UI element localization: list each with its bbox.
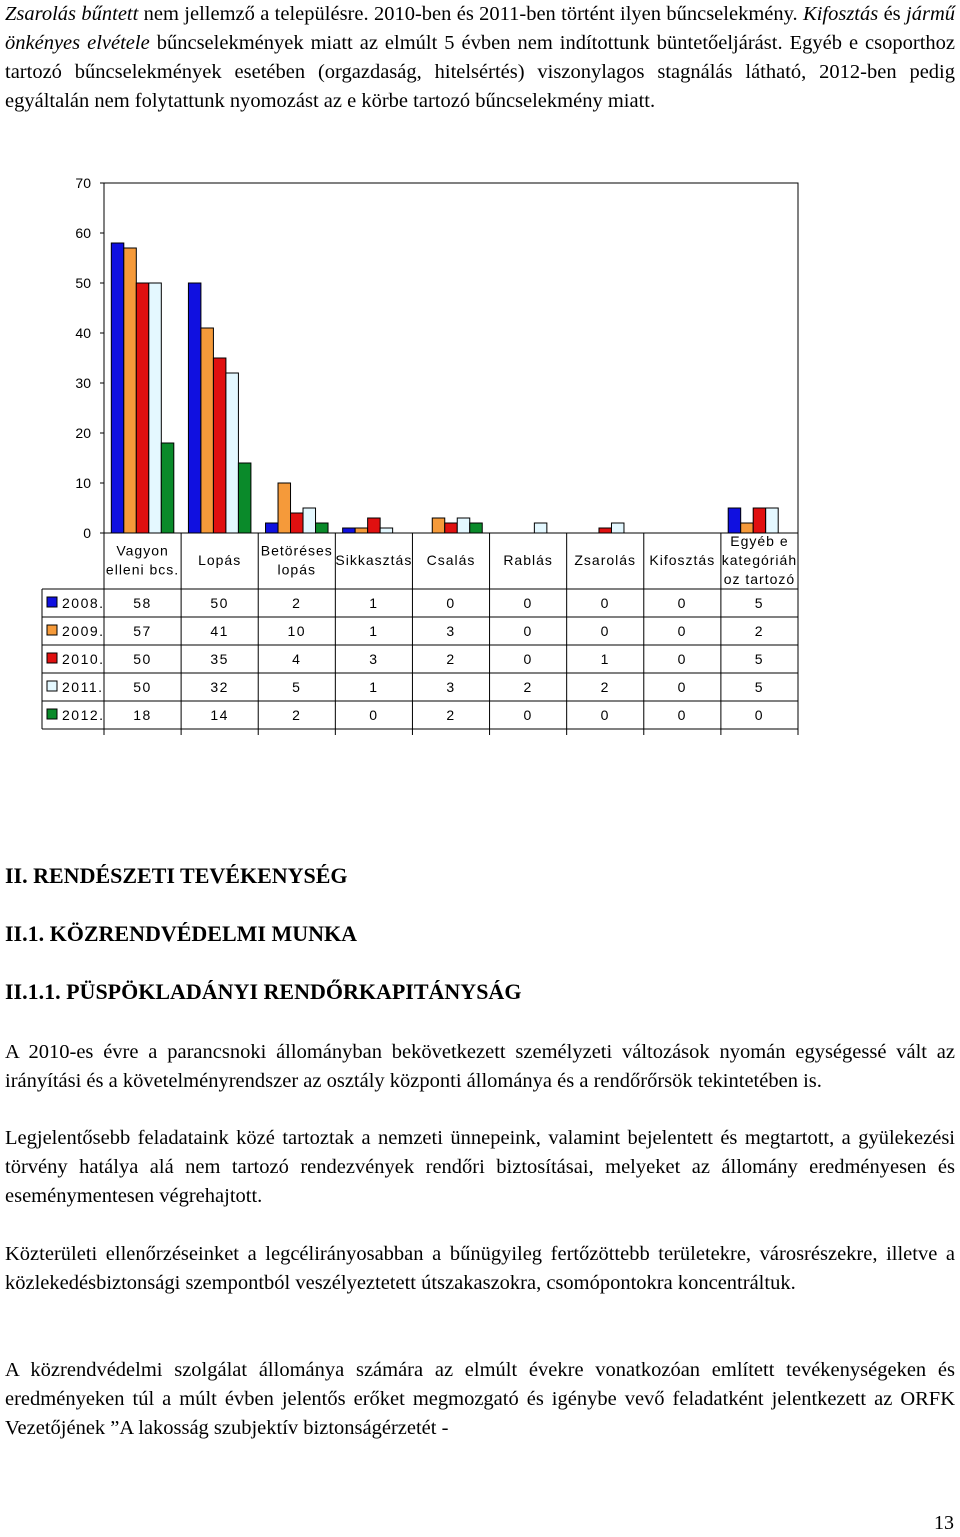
data-label: 2 [523,679,533,695]
bar [149,283,162,533]
category-label: kategóriáh [721,552,798,568]
bar [368,518,381,533]
bar [432,518,445,533]
category-label: Csalás [426,552,476,568]
data-label: 5 [754,595,765,611]
data-label: 58 [133,595,152,611]
intro-paragraph [5,0,955,116]
data-label: 10 [287,623,307,639]
bar [445,523,458,533]
bar [741,523,754,533]
category-label: Vagyon [116,542,169,559]
intro-italic-kifosztas: Kifosztás [803,3,879,25]
data-label: 2 [292,707,302,723]
bar [470,523,483,533]
category-label: elleni bcs. [105,561,180,578]
bar [213,358,226,533]
data-label: 0 [369,707,379,723]
bar [316,523,329,533]
y-tick-label: 30 [75,375,91,391]
heading-kozrendvedelmi: II.1. KÖZRENDVÉDELMI MUNKA [5,921,358,946]
data-label: 2 [446,707,456,723]
bar [201,328,214,533]
body-paragraph-4: A közrendvédelmi szolgálat állománya számára az elmúlt évekre vonatkozóan említett tevékenységeken és eredményeken túl a múlt évben jelentős erőket megmozgató és igénybe vevő feladatként jelentkezett az ORFK Vezetőjének ”A lakosság szubjektív biztonságérzetét - [5,1359,955,1439]
intro-italic-jarmu: jármű önkényes elvétele [5,3,955,54]
category-label: oz tartozó [723,571,796,587]
y-tick-label: 50 [75,275,91,291]
data-label: 0 [523,707,533,723]
bar [534,523,547,533]
data-label: 0 [677,623,687,639]
data-label: 5 [754,651,765,667]
data-label: 2 [754,623,765,639]
bar [457,518,470,533]
data-label: 0 [754,707,765,723]
bar [355,528,368,533]
data-label: 0 [446,595,456,611]
y-tick-label: 70 [75,175,91,191]
data-label: 0 [523,595,533,611]
y-tick-label: 60 [75,225,91,241]
data-label: 14 [210,707,229,723]
data-label: 2 [600,679,610,695]
category-label: Zsarolás [574,552,637,568]
bar [238,463,251,533]
data-label: 50 [133,651,152,667]
legend-series-name: 2008. [62,595,105,611]
category-label: lopás [277,561,317,578]
bar [226,373,239,533]
bar [343,528,356,533]
data-label: 0 [677,679,687,695]
bar [266,523,279,533]
legend-series-name: 2012. [62,707,105,723]
data-label: 35 [210,651,229,667]
legend-swatch [47,653,57,663]
y-tick-label: 20 [75,425,91,441]
category-label: Betöréses [260,542,333,559]
y-tick-label: 0 [83,525,91,541]
data-label: 0 [523,623,533,639]
legend-series-name: 2010. [62,651,105,667]
body-paragraph-3: Közterületi ellenőrzéseinket a legcélirányosabban a bűnügyileg fertőzöttebb területekre, városrészekre, illetve a közlekedésbiztonsági szempontból veszélyeztetett útszakaszokra, csomópontokra koncentráltuk. [5,1243,955,1294]
bar [136,283,149,533]
legend-swatch [47,597,57,607]
data-label: 2 [446,651,456,667]
body-paragraph-2: Legjelentősebb feladataink közé tartoztak a nemzeti ünnepeink, valamint bejelentett és megtartott, a gyülekezési törvény hatálya alá nem tartozó rendezvények rendőri biztosításai, melyeket az állomány eredményesen és eseménymentesen végrehajtott. [5,1127,955,1207]
data-label: 5 [292,679,302,695]
data-label: 1 [369,595,379,611]
data-label: 4 [292,651,302,667]
data-label: 0 [523,651,533,667]
data-label: 3 [446,623,456,639]
bar [161,443,174,533]
bar [599,528,612,533]
intro-text-3: bűncselekmények miatt az elmúlt 5 évben nem indítottunk büntetőeljárást. Egyéb e csoporthoz tartozó bűncselekmények esetében (orgazdaság, hitelsértés) viszonylagos stagnálás látható, 2012-ben pedig egyáltalán nem folytattunk nyomozást az e körbe tartozó bűncselekmény miatt. [5,32,955,112]
category-label: Egyéb e [730,533,789,549]
heading-rendeszeti: II. RENDÉSZETI TEVÉKENYSÉG [5,863,348,888]
intro-text-1: nem jellemző a településre. 2010-ben és 2011-ben történt ilyen bűncselekmény. [138,3,804,25]
data-label: 1 [369,623,379,639]
data-label: 5 [754,679,765,695]
category-label: Kifosztás [649,552,716,568]
bar [278,483,291,533]
data-label: 0 [600,595,610,611]
bar [380,528,393,533]
intro-text-2: és [878,3,907,25]
bar [766,508,779,533]
data-label: 2 [292,595,302,611]
legend-series-name: 2011. [62,679,104,695]
bar [753,508,766,533]
data-label: 57 [133,623,152,639]
data-label: 0 [677,595,687,611]
data-label: 0 [600,623,610,639]
legend-swatch [47,625,57,635]
bar [611,523,624,533]
page-number: 13 [934,1512,954,1534]
legend-swatch [47,681,57,691]
data-label: 0 [677,651,687,667]
bar [188,283,201,533]
data-label: 18 [133,707,152,723]
category-label: Rablás [503,552,553,568]
crime-bar-chart [0,165,960,755]
data-label: 50 [210,595,229,611]
data-label: 0 [677,707,687,723]
legend-swatch [47,709,57,719]
heading-puspokladanyi: II.1.1. PÜSPÖKLADÁNYI RENDŐRKAPITÁNYSÁG [5,979,522,1004]
bar [124,248,137,533]
data-label: 32 [210,679,229,695]
data-label: 1 [369,679,379,695]
data-label: 3 [446,679,456,695]
category-label: Sikkasztás [335,552,413,568]
data-label: 1 [600,651,610,667]
bar [728,508,741,533]
category-label: Lopás [198,552,242,568]
bar [303,508,316,533]
data-label: 0 [600,707,610,723]
data-label: 41 [210,623,229,639]
intro-italic-zsarolas: Zsarolás bűntett [5,3,139,25]
y-tick-label: 40 [75,325,91,341]
body-paragraph-1: A 2010-es évre a parancsnoki állományban bekövetkezett személyzeti változások nyomán egységessé vált az irányítási és a követelményrendszer az osztály központi állománya és a rendőrőrsök tekintetében is. [5,1041,955,1092]
bar [291,513,304,533]
data-label: 50 [133,679,152,695]
bar [111,243,124,533]
y-tick-label: 10 [75,475,91,491]
legend-series-name: 2009. [62,623,105,639]
data-label: 3 [369,651,379,667]
